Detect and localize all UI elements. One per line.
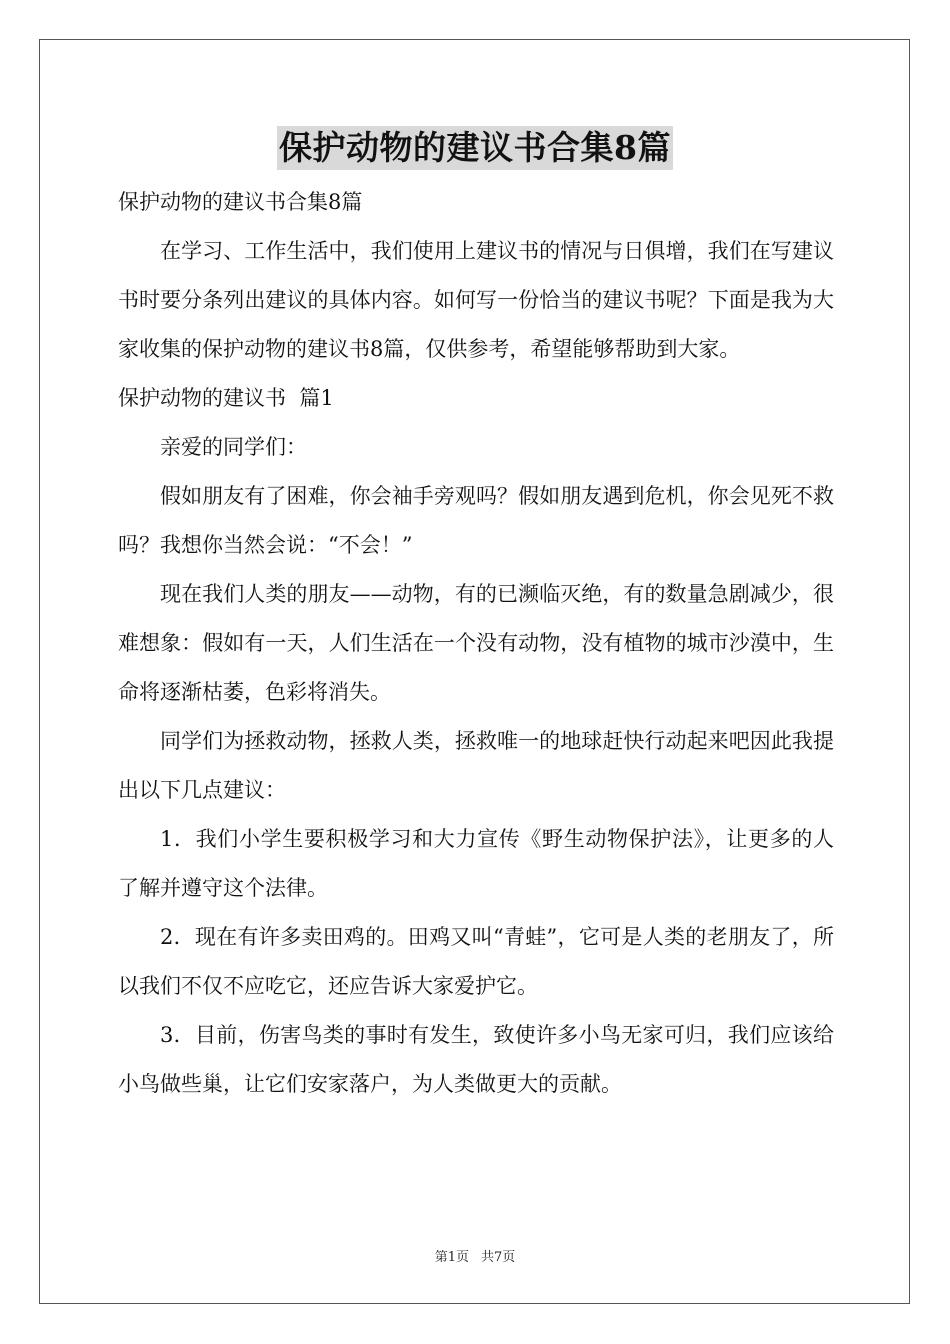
paragraph: 保护动物的建议书合集8篇: [118, 190, 363, 214]
page-footer: [0, 1246, 950, 1265]
paragraph: 同学们为拯救动物，拯救人类，拯救唯一的地球赶快行动起来吧因此我提出以下几点建议：: [118, 729, 834, 802]
document-title: 保护动物的建议书合集8篇: [277, 126, 673, 170]
document-body: [118, 178, 834, 1109]
paragraph: 3．目前，伤害鸟类的事时有发生，致使许多小鸟无家可归，我们应该给小鸟做些巢，让它们安家落户，为人类做更大的贡献。: [118, 1023, 834, 1096]
paragraph: 2．现在有许多卖田鸡的。田鸡又叫“青蛙”，它可是人类的老朋友了，所以我们不仅不应吃它，还应告诉大家爱护它。: [118, 925, 834, 998]
section-heading: 保护动物的建议书 篇1: [118, 386, 334, 410]
paragraph: 现在我们人类的朋友——动物，有的已濒临灭绝，有的数量急剧减少，很难想象：假如有一天，人们生活在一个没有动物，没有植物的城市沙漠中，生命将逐渐枯萎，色彩将消失。: [118, 582, 834, 704]
paragraph: 假如朋友有了困难，你会袖手旁观吗？假如朋友遇到危机，你会见死不救吗？我想你当然会说：“不会！”: [118, 484, 834, 557]
title-wrap: [0, 126, 950, 170]
paragraph: 亲爱的同学们：: [160, 435, 307, 459]
page-number: 第1页: [434, 1250, 469, 1265]
page-total: 共7页: [481, 1250, 516, 1265]
paragraph: 1．我们小学生要积极学习和大力宣传《野生动物保护法》，让更多的人了解并遵守这个法律。: [118, 827, 834, 900]
paragraph: 在学习、工作生活中，我们使用上建议书的情况与日俱增，我们在写建议书时要分条列出建议的具体内容。如何写一份恰当的建议书呢？下面是我为大家收集的保护动物的建议书8篇，仅供参考，希望能够帮助到大家。: [118, 239, 834, 361]
